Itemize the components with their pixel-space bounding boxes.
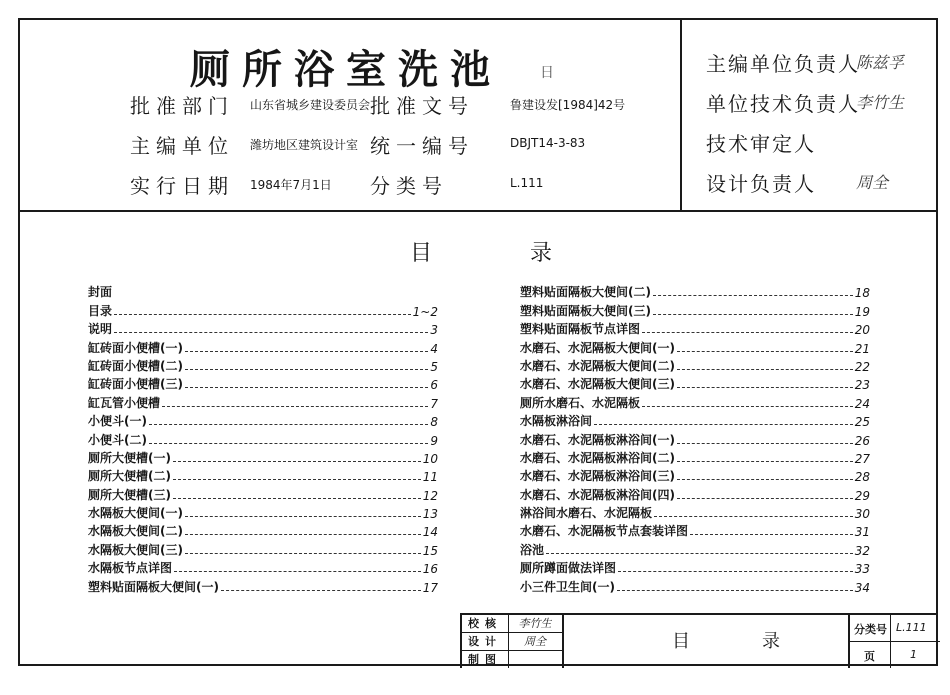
toc-item: [520, 356, 870, 374]
toc-item-title: 塑料贴面隔板大便间(三): [520, 303, 651, 318]
toc-item: [520, 558, 870, 576]
toc-leader-dots: [653, 314, 853, 315]
toc-item-title: 水磨石、水泥隔板大便间(三): [520, 377, 675, 392]
toc-item-title: 水隔板淋浴间: [520, 414, 593, 429]
toc-item: [88, 539, 438, 557]
toc-leader-dots: [185, 369, 428, 370]
toc-item-title: 缸砖面小便槽(一): [88, 340, 183, 355]
drawing-sheet: [18, 18, 938, 666]
toc-leader-dots: [654, 516, 853, 517]
toc-leader-dots: [185, 516, 421, 517]
toc-item-title: 水隔板大便间(一): [88, 506, 183, 521]
toc-item-title: 小便斗(二): [88, 432, 147, 447]
toc-item: [88, 558, 438, 576]
toc-item-title: 水隔板节点详图: [88, 561, 173, 576]
toc-item-page: 32: [854, 543, 870, 558]
toc-item-page: 16: [422, 562, 438, 577]
toc-item-page: 21: [854, 341, 870, 356]
toc-item-title: 水隔板大便间(三): [88, 542, 183, 557]
header-info: [20, 20, 680, 210]
toc-item-title: 水磨石、水泥隔板大便间(二): [520, 358, 675, 373]
toc-leader-dots: [677, 369, 853, 370]
toc-item: [88, 319, 438, 337]
meta-label: 分类号: [370, 174, 448, 198]
toc-item: [520, 466, 870, 484]
toc-leader-dots: [690, 534, 853, 535]
toc-leader-dots: [677, 351, 853, 352]
toc-item: [520, 576, 870, 594]
toc-item-page: 6: [430, 378, 438, 393]
toc-item-page: 13: [422, 507, 438, 522]
toc-item: [520, 319, 870, 337]
toc-item-page: 5: [430, 359, 438, 374]
toc-leader-dots: [173, 498, 421, 499]
toc-item-title: 水磨石、水泥隔板淋浴间(二): [520, 450, 675, 465]
toc-item-page: 4: [430, 341, 438, 356]
toc-item: [88, 392, 438, 410]
signature-role: 主编单位负责人: [706, 52, 860, 76]
toc-item-page: 14: [422, 525, 438, 540]
meta-label: 批准文号: [370, 94, 474, 118]
meta-value: 鲁建设发[1984]42号: [510, 98, 626, 112]
role-design: 设计: [462, 633, 508, 651]
signature-role: 单位技术负责人: [706, 92, 860, 116]
meta-value: DBJT14-3-83: [510, 136, 586, 150]
toc-item-title: 厕所大便槽(三): [88, 487, 171, 502]
toc-item: [88, 337, 438, 355]
toc-leader-dots: [174, 571, 421, 572]
toc-leader-dots: [114, 332, 428, 333]
toc-leader-dots: [677, 498, 853, 499]
toc-leader-dots: [185, 351, 428, 352]
signature-name: 陈兹孚: [856, 53, 905, 72]
signature-row: [706, 48, 936, 80]
meta-value: 山东省城乡建设委员会: [250, 98, 371, 112]
title-block-title-left: 目: [672, 631, 690, 652]
toc-item: [520, 539, 870, 557]
toc-item-title: 塑料贴面隔板大便间(一): [88, 579, 219, 594]
toc-item-page: 8: [430, 415, 438, 430]
toc-heading-right: 录: [530, 241, 553, 266]
page-value: 1: [910, 648, 917, 661]
meta-row-approval: [130, 90, 670, 120]
header-block: [20, 20, 936, 212]
toc-item: [520, 411, 870, 429]
toc-item-title: 水隔板大便间(二): [88, 524, 183, 539]
toc-item-page: 10: [422, 451, 438, 466]
toc-item: [520, 392, 870, 410]
signature-role: 设计负责人: [706, 172, 816, 196]
toc-heading-left: 目: [410, 241, 433, 266]
toc-item-page: 30: [854, 507, 870, 522]
toc-item-title: 塑料贴面隔板大便间(二): [520, 285, 651, 300]
toc-leader-dots: [149, 443, 428, 444]
toc-item-page: 26: [854, 433, 870, 448]
toc-leader-dots: [149, 424, 428, 425]
page-row: [850, 642, 940, 668]
toc-item: [520, 448, 870, 466]
signature-name: 周全: [856, 173, 889, 192]
classification-label: 分类号: [854, 623, 887, 636]
toc-item-title: 说明: [88, 322, 113, 337]
title-block: [460, 613, 938, 668]
toc-leader-dots: [617, 590, 853, 591]
toc-item-title: 厕所大便槽(一): [88, 450, 171, 465]
toc-item-page: 15: [422, 543, 438, 558]
toc-item-page: 34: [854, 580, 870, 595]
toc-item: [88, 300, 438, 318]
toc-leader-dots: [185, 534, 421, 535]
toc-item-page: 18: [854, 286, 870, 301]
toc-item-page: 1~2: [412, 304, 438, 319]
signer-drafting: [508, 651, 562, 668]
toc-item: [88, 356, 438, 374]
toc-item-title: 淋浴间水磨石、水泥隔板: [520, 506, 653, 521]
title-block-names: [508, 615, 564, 668]
toc-item-page: 17: [422, 580, 438, 595]
toc-leader-dots: [618, 571, 853, 572]
toc-item-page: 22: [854, 359, 870, 374]
toc-item-title: 塑料贴面隔板节点详图: [520, 322, 641, 337]
signer-design: 周全: [508, 633, 562, 651]
toc-item-title: 厕所大便槽(二): [88, 469, 171, 484]
toc-item-title: 小便斗(一): [88, 414, 147, 429]
toc-item-page: 3: [430, 323, 438, 338]
toc-item-page: 28: [854, 470, 870, 485]
signature-row: [706, 128, 936, 160]
meta-value: 1984年7月1日: [250, 178, 332, 192]
toc-leader-dots: [642, 332, 853, 333]
toc-leader-dots: [653, 295, 853, 296]
toc-item-page: 7: [430, 396, 438, 411]
toc-item-page: 24: [854, 396, 870, 411]
toc-item-title: 水磨石、水泥隔板大便间(一): [520, 340, 675, 355]
toc-leader-dots: [594, 424, 853, 425]
toc-item: [520, 503, 870, 521]
toc-item: [88, 521, 438, 539]
title-block-codes: [848, 615, 940, 668]
toc-item-page: 20: [854, 323, 870, 338]
toc-item-title: 厕所蹲面做法详图: [520, 561, 617, 576]
page-label: 页: [864, 650, 875, 663]
meta-value: 潍坊地区建筑设计室: [250, 138, 359, 152]
toc-item-title: 目录: [88, 303, 113, 318]
toc-leader-dots: [162, 406, 428, 407]
toc-item: [88, 576, 438, 594]
toc-item: [88, 411, 438, 429]
toc-leader-dots: [185, 553, 421, 554]
toc-leader-dots: [677, 387, 853, 388]
toc-item: [88, 503, 438, 521]
toc-leader-dots: [185, 387, 428, 388]
meta-row-editor: [130, 130, 670, 160]
role-check: 校核: [462, 615, 508, 633]
toc-item: [520, 300, 870, 318]
meta-value: L.111: [510, 176, 544, 190]
toc-leader-dots: [114, 314, 411, 315]
toc-item-title: 水磨石、水泥隔板节点套装详图: [520, 524, 689, 539]
toc-item-page: 11: [422, 470, 438, 485]
toc-item: [88, 429, 438, 447]
toc-leader-dots: [642, 406, 853, 407]
title-block-title-right: 录: [762, 631, 780, 652]
toc-item-page: 9: [430, 433, 438, 448]
toc-leader-dots: [221, 590, 421, 591]
toc-leader-dots: [173, 461, 421, 462]
toc-item-page: 31: [854, 525, 870, 540]
toc-item: [520, 484, 870, 502]
toc-item-title: 水磨石、水泥隔板淋浴间(四): [520, 487, 675, 502]
toc-item: [520, 521, 870, 539]
toc-item-title: 封面: [88, 285, 113, 300]
toc-item-title: 浴池: [520, 542, 545, 557]
toc-item-title: 缸瓦管小便槽: [88, 395, 161, 410]
toc-item-title: 水磨石、水泥隔板淋浴间(三): [520, 469, 675, 484]
meta-label: 批准部门: [130, 94, 234, 118]
toc-item: [88, 282, 438, 300]
toc-column-right: [520, 282, 870, 595]
toc-item-title: 小三件卫生间(一): [520, 579, 615, 594]
toc-item-page: 23: [854, 378, 870, 393]
toc-item: [88, 448, 438, 466]
meta-label: 统一编号: [370, 134, 474, 158]
toc-item: [520, 429, 870, 447]
meta-label: 实行日期: [130, 174, 234, 198]
toc-item: [520, 374, 870, 392]
toc-item-page: 25: [854, 415, 870, 430]
title-mark: 日: [540, 65, 554, 81]
toc-item-title: 缸砖面小便槽(二): [88, 358, 183, 373]
toc-item-page: 27: [854, 451, 870, 466]
toc-item-title: 水磨石、水泥隔板淋浴间(一): [520, 432, 675, 447]
signature-block: [680, 20, 938, 210]
signature-row: [706, 88, 936, 120]
signer-check: 李竹生: [508, 615, 562, 633]
meta-label: 主编单位: [130, 134, 234, 158]
toc-item: [88, 484, 438, 502]
signature-row: [706, 168, 936, 200]
toc-leader-dots: [546, 553, 853, 554]
toc-item-title: 厕所水磨石、水泥隔板: [520, 395, 641, 410]
toc-item: [520, 337, 870, 355]
page-title: 厕所浴室洗池: [190, 47, 502, 93]
toc-leader-dots: [677, 479, 853, 480]
signature-role: 技术审定人: [706, 132, 816, 156]
toc-leader-dots: [677, 461, 853, 462]
signature-name: 李竹生: [856, 93, 905, 112]
toc-item-page: 19: [854, 304, 870, 319]
meta-row-effective: [130, 170, 670, 200]
toc-item: [88, 374, 438, 392]
toc-leader-dots: [677, 443, 853, 444]
toc-item-page: 33: [854, 562, 870, 577]
toc-column-left: [88, 282, 438, 595]
classification-value: L.111: [896, 621, 927, 634]
title-block-roles: [462, 615, 509, 668]
toc-item: [88, 466, 438, 484]
classification-row: [850, 615, 940, 642]
toc-leader-dots: [173, 479, 421, 480]
toc-item-page: 12: [422, 488, 438, 503]
toc-item-page: 29: [854, 488, 870, 503]
toc-item-title: 缸砖面小便槽(三): [88, 377, 183, 392]
role-drafting: 制图: [468, 653, 502, 666]
toc-item: [520, 282, 870, 300]
